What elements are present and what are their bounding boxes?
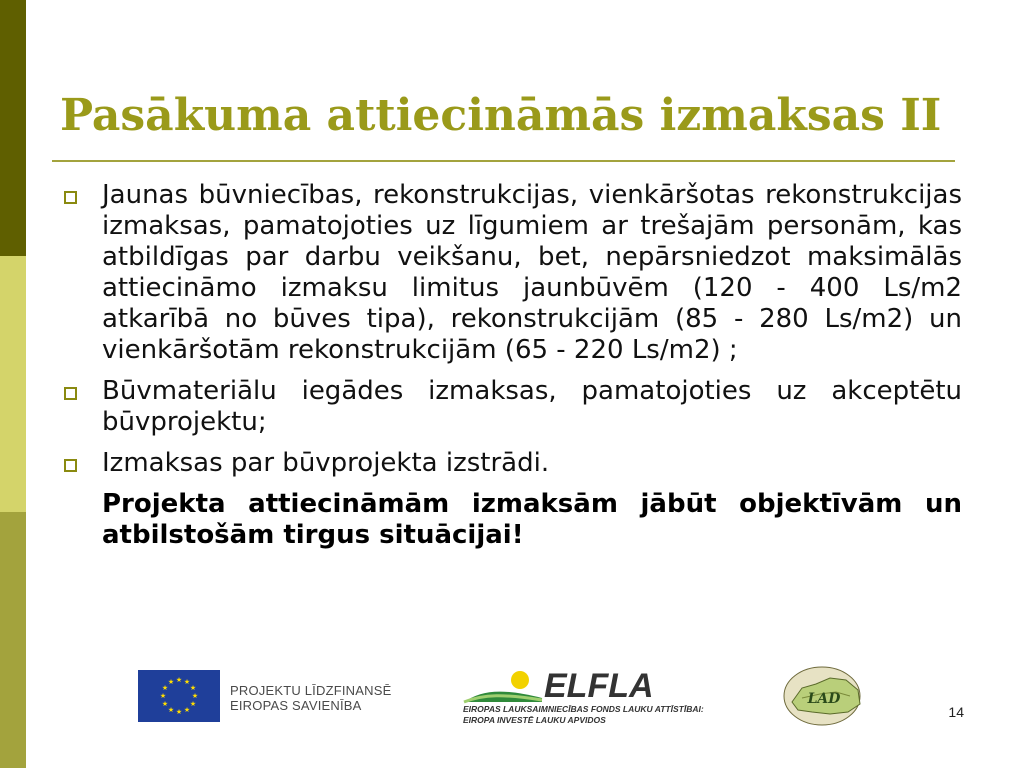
sidebar-band-top: [0, 0, 26, 256]
bullet-text: Jaunas būvniecības, rekonstrukcijas, vienkāršotas rekonstrukcijas izmaksas, pamatojoties uz līgumiem ar trešajām personām, kas atbildīgas par darbu veikšanu, bet, nepārsniedzot maksimālās attiecināmo izmaksu limitus jaunbūvēm (120 - 400 Ls/m2 atkarībā no būves tipa), rekonstrukcijām (85 - 280 Ls/m2) un vienkāršotām rekonstrukcijām (65 - 220 Ls/m2) ;: [102, 180, 962, 365]
emphasis-statement: Projekta attiecināmām izmaksām jābūt objektīvām un atbilstošām tirgus situācijai!: [102, 489, 962, 550]
svg-text:★: ★: [159, 692, 167, 700]
page-number: 14: [948, 704, 964, 720]
sidebar-band-bottom: [0, 512, 26, 768]
elfla-caption: [463, 704, 753, 726]
elfla-swoosh-icon: [462, 668, 546, 706]
slide-title: Pasākuma attiecināmās izmaksas II: [60, 90, 942, 141]
title-divider: [52, 160, 955, 162]
square-bullet-icon: [64, 191, 77, 204]
eu-caption-line: EIROPAS SAVIENĪBA: [230, 698, 362, 713]
elfla-caption-line: EIROPA INVESTĒ LAUKU APVIDOS: [463, 715, 606, 725]
bullet-text: Izmaksas par būvprojekta izstrādi.: [102, 448, 550, 478]
eu-flag-logo: [138, 670, 220, 722]
elfla-caption-line: EIROPAS LAUKSAIMNIECĪBAS FONDS LAUKU ATTĪSTĪBAI:: [463, 704, 704, 714]
svg-text:★: ★: [161, 684, 169, 692]
bullet-item: [64, 448, 962, 479]
bullet-item: [64, 180, 962, 366]
eu-caption-line: PROJEKTU LĪDZFINANSĒ: [230, 683, 392, 698]
svg-text:★: ★: [183, 678, 191, 686]
slide-body: [64, 180, 962, 577]
sidebar-band-middle: [0, 256, 26, 512]
svg-text:★: ★: [167, 678, 175, 686]
bullet-item: [64, 376, 962, 438]
svg-text:★: ★: [183, 706, 191, 714]
lad-wordmark: LAD: [807, 691, 841, 707]
square-bullet-icon: [64, 459, 77, 472]
eu-cofinancing-caption: [230, 683, 420, 713]
square-bullet-icon: [64, 387, 77, 400]
svg-text:★: ★: [167, 706, 175, 714]
svg-text:★: ★: [175, 708, 183, 716]
svg-text:★: ★: [189, 700, 197, 708]
svg-text:★: ★: [191, 692, 199, 700]
svg-text:★: ★: [161, 700, 169, 708]
bullet-text: Būvmateriālu iegādes izmaksas, pamatojoties uz akceptētu būvprojektu;: [102, 376, 962, 437]
svg-text:★: ★: [189, 684, 197, 692]
lad-emblem-logo: [780, 664, 870, 728]
svg-text:★: ★: [175, 676, 183, 684]
elfla-wordmark: ELFLA: [544, 667, 654, 705]
